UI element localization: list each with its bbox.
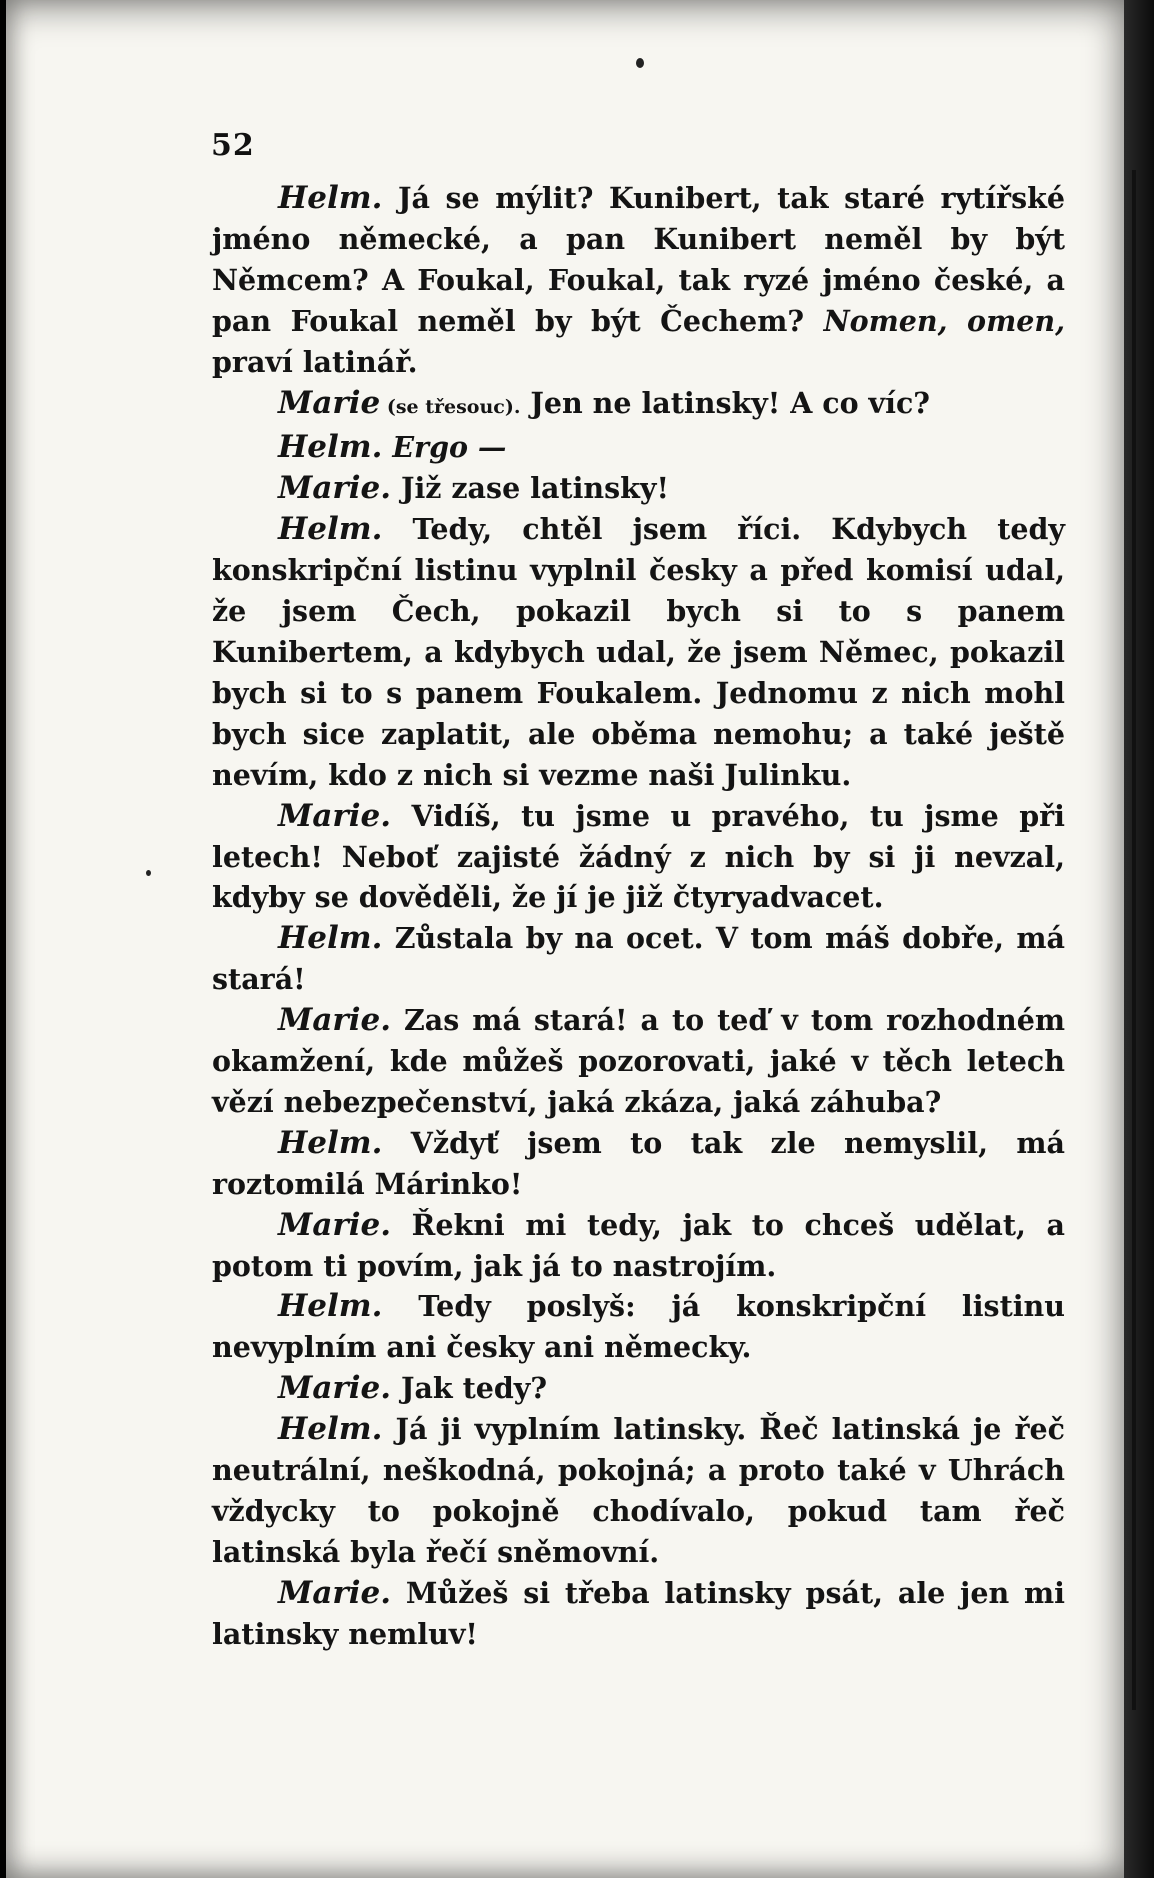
speech-text: Vidíš, tu jsme u pravého, tu jsme při letech! Neboť zajisté žádný z nich by si ji nevzal, kdyby se dověděli, že jí je již čtyryadvacet. [212,798,1065,915]
speech-text: Tedy poslyš: já konskripční listinu nevyplním ani česky ani německy. [212,1289,1065,1365]
speech-text: Zas má stará! a to teď v tom rozhodném okamžení, kde můžeš pozorovati, jaké v těch letech vězí nebezpečenství, jaká zkáza, jaká záhuba? [212,1003,1065,1119]
dialogue-paragraph [212,427,1065,468]
speaker-name: Helm. [278,429,383,466]
dialogue-paragraph [212,1409,1065,1573]
speaker-name: Helm. [278,1411,383,1448]
speech-text: Jak tedy? [391,1371,548,1406]
dialogue-paragraph [212,468,1065,509]
speaker-name: Helm. [278,920,383,957]
speaker-name: Helm. [278,180,383,216]
speaker-name: Helm. [278,1124,383,1161]
page-number: 52 [211,128,255,163]
speech-text: Můžeš si třeba latinsky psát, ale jen mi latinsky nemluv! [212,1575,1065,1651]
speaker-name: Marie. [278,470,392,507]
speech-text: Já se mýlit? Kunibert, tak staré rytířské jméno německé, a pan Kunibert neměl by být Němcem? A Foukal, Foukal, tak ryzé jméno české, a pan Foukal neměl by být Čechem? [212,181,1065,338]
speech-text: Jen ne latinsky! A co víc? [520,385,930,420]
dialogue-paragraph [212,1205,1065,1287]
speaker-name: Marie. [278,1002,392,1039]
dialogue-paragraph [212,1000,1065,1123]
speech-text: Já ji vyplním latinsky. Řeč latinská je řeč neutrální, neškodná, pokojná; a proto také v Uhrách vždycky to pokojně chodívalo, pokud tam řeč latinská byla řečí sněmovní. [212,1412,1065,1569]
speaker-name: Marie. [278,1574,392,1611]
stage-direction: (se třesouc). [380,395,521,418]
dialogue-paragraph [212,1123,1065,1205]
dialogue-paragraph [212,178,1065,383]
speaker-name: Marie. [278,1206,392,1243]
speech-text: Vždyť jsem to tak zle nemyslil, má roztomilá Márinko! [212,1125,1065,1201]
speaker-name: Marie. [278,1370,392,1407]
dialogue-paragraph [212,383,1065,428]
speaker-name: Helm. [278,1288,383,1325]
speech-text: Řekni mi tedy, jak to chceš udělat, a potom ti povím, jak já to nastrojím. [212,1207,1065,1283]
speaker-name: Marie. [278,797,392,834]
book-page [6,0,1130,1878]
page-edge-shadow [1124,0,1154,1878]
dialogue-paragraph [212,1368,1065,1409]
dialogue-paragraph [212,1573,1065,1655]
speech-text: Tedy, chtěl jsem říci. Kdybych tedy konskripční listinu vyplnil česky a před komisí udal, že jsem Čech, pokazil bych si to s panem Kunibertem, a kdybych udal, že jsem Němec, pokazil bych si to s panem Foukalem. Jednomu z nich mohl bych sice zaplatit, ale oběma nemohu; a také ještě nevím, kdo z nich si vezme naši Julinku. [212,512,1065,792]
speech-text [382,430,392,464]
ink-speck [146,870,151,876]
dialogue-paragraph [212,509,1065,795]
speech-text: Již zase latinsky! [391,471,669,506]
speaker-name: Marie [278,384,381,421]
latin-phrase: Ergo — [392,430,507,465]
dialogue-paragraph [212,1286,1065,1368]
speech-text: praví latinář. [212,344,418,379]
dialogue-paragraph [212,796,1065,919]
speaker-name: Helm. [278,511,383,548]
dialogue-paragraph [212,918,1065,1000]
latin-phrase: Nomen, omen, [823,303,1065,338]
binding-line [1132,170,1136,1710]
ink-speck [636,58,644,68]
dialogue-text [212,178,1065,1655]
speech-text: Zůstala by na ocet. V tom máš dobře, má stará! [212,921,1065,997]
